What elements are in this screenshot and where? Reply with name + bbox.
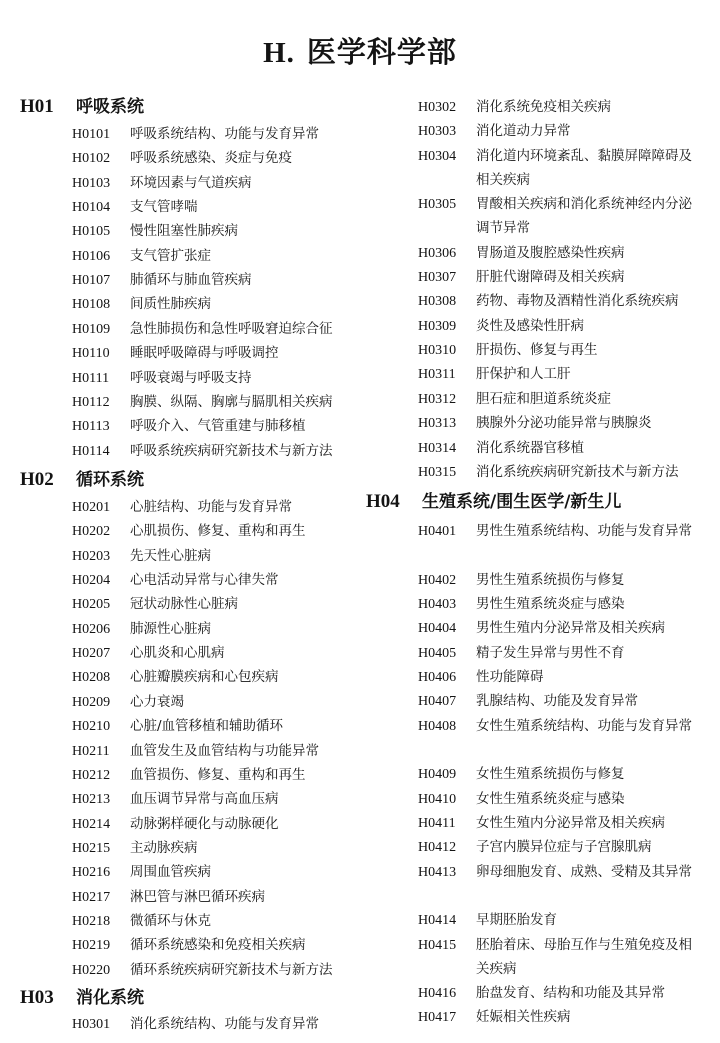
item-name: 冠状动脉性心脏病 (130, 596, 238, 612)
item-name: 早期胚胎发育 (476, 912, 557, 928)
item-code: H0207 (72, 646, 111, 661)
item-code: H0405 (418, 646, 457, 661)
item-name: 主动脉疾病 (130, 840, 198, 856)
item-code: H0205 (72, 597, 111, 612)
item-code: H0219 (72, 938, 111, 953)
item-name: 消化系统器官移植 (476, 440, 584, 456)
list-item (418, 192, 698, 240)
list-item (418, 519, 698, 544)
item-code: H0114 (72, 444, 110, 459)
item-name: 乳腺结构、功能及发育异常 (476, 693, 638, 709)
item-code: H0102 (72, 151, 111, 166)
list-item (72, 544, 211, 569)
item-code: H0112 (72, 395, 110, 410)
item-name: 呼吸系统结构、功能与发育异常 (130, 126, 319, 142)
section-name: 循环系统 (76, 470, 144, 490)
item-name: 男性生殖系统损伤与修复 (476, 572, 625, 588)
item-name: 心脏/血管移植和辅助循环 (130, 718, 284, 734)
section-heading (366, 489, 621, 514)
item-code: H0401 (418, 524, 457, 539)
list-item (72, 317, 333, 342)
list-item (418, 1005, 571, 1030)
item-name: 心肌损伤、修复、重构和再生 (130, 523, 306, 539)
list-item (418, 568, 625, 593)
item-name: 微循环与休克 (130, 913, 211, 929)
item-code: H0407 (418, 694, 457, 709)
item-code: H0416 (418, 986, 457, 1001)
section-heading (20, 985, 144, 1010)
list-item (72, 860, 211, 885)
list-item (418, 289, 679, 314)
item-code: H0411 (418, 816, 456, 831)
item-name: 周围血管疾病 (130, 864, 211, 880)
list-item (418, 314, 584, 339)
item-code: H0410 (418, 792, 457, 807)
item-name: 消化道内环境紊乱、黏膜屏障障碍及相关疾病 (476, 148, 692, 188)
item-code: H0301 (72, 1017, 111, 1032)
item-name: 心脏瓣膜疾病和心包疾病 (130, 669, 279, 685)
list-item (72, 439, 333, 464)
list-item (72, 366, 252, 391)
list-item (72, 714, 283, 739)
item-code: H0107 (72, 273, 111, 288)
item-code: H0103 (72, 176, 111, 191)
item-name: 循环系统感染和免疫相关疾病 (130, 937, 306, 953)
list-item (72, 592, 238, 617)
page-title-text: 医学科学部 (306, 35, 457, 69)
item-name: 呼吸系统疾病研究新技术与新方法 (130, 443, 333, 459)
item-code: H0314 (418, 441, 457, 456)
item-code: H0408 (418, 719, 457, 734)
item-code: H0106 (72, 249, 111, 264)
item-name: 精子发生异常与男性不育 (476, 645, 625, 661)
section-name: 生殖系统/围生医学/新生儿 (422, 492, 622, 512)
list-item (72, 219, 238, 244)
item-code: H0220 (72, 963, 111, 978)
item-name: 炎性及感染性肝病 (476, 318, 584, 334)
item-name: 支气管扩张症 (130, 248, 211, 264)
item-code: H0313 (418, 416, 457, 431)
list-item (72, 690, 184, 715)
list-item (418, 411, 652, 436)
item-code: H0201 (72, 500, 111, 515)
item-name: 血管发生及血管结构与功能异常 (130, 743, 319, 759)
item-name: 女性生殖内分泌异常及相关疾病 (476, 815, 665, 831)
list-item (418, 592, 625, 617)
item-name: 消化系统疾病研究新技术与新方法 (476, 464, 679, 480)
item-code: H0204 (72, 573, 111, 588)
list-item (72, 958, 333, 983)
item-name: 胆石症和胆道系统炎症 (476, 391, 611, 407)
list-item (72, 617, 211, 642)
item-name: 胎盘发育、结构和功能及其异常 (476, 985, 665, 1001)
list-item (72, 885, 265, 910)
item-code: H0105 (72, 224, 111, 239)
list-item (418, 714, 698, 739)
list-item (418, 95, 611, 120)
list-item (418, 811, 665, 836)
item-name: 淋巴管与淋巴循环疾病 (130, 889, 265, 905)
item-code: H0409 (418, 767, 457, 782)
list-item (72, 909, 211, 934)
item-name: 先天性心脏病 (130, 548, 211, 564)
item-code: H0306 (418, 246, 457, 261)
item-name: 心力衰竭 (130, 694, 184, 710)
section-name: 呼吸系统 (76, 97, 144, 117)
list-item (72, 171, 252, 196)
item-name: 循环系统疾病研究新技术与新方法 (130, 962, 333, 978)
item-name: 呼吸衰竭与呼吸支持 (130, 370, 252, 386)
item-code: H0211 (72, 744, 110, 759)
list-item (418, 338, 598, 363)
list-item (72, 244, 211, 269)
list-item (418, 860, 698, 885)
item-code: H0217 (72, 890, 111, 905)
item-code: H0212 (72, 768, 111, 783)
item-name: 血管损伤、修复、重构和再生 (130, 767, 306, 783)
item-code: H0402 (418, 573, 457, 588)
item-code: H0216 (72, 865, 111, 880)
list-item (72, 836, 198, 861)
item-name: 动脉粥样硬化与动脉硬化 (130, 816, 279, 832)
item-name: 消化系统结构、功能与发育异常 (130, 1016, 319, 1032)
item-name: 肝保护和人工肝 (476, 366, 571, 382)
item-name: 胃肠道及腹腔感染性疾病 (476, 245, 625, 261)
item-code: H0108 (72, 297, 111, 312)
item-code: H0414 (418, 913, 457, 928)
list-item (418, 144, 698, 192)
item-name: 卵母细胞发育、成熟、受精及其异常 (476, 864, 692, 880)
item-code: H0412 (418, 840, 457, 855)
section-name: 消化系统 (76, 988, 144, 1008)
list-item (72, 146, 292, 171)
list-item (418, 981, 665, 1006)
item-name: 急性肺损伤和急性呼吸窘迫综合征 (130, 321, 333, 337)
item-code: H0218 (72, 914, 111, 929)
item-name: 男性生殖内分泌异常及相关疾病 (476, 620, 665, 636)
item-code: H0113 (72, 419, 110, 434)
item-code: H0213 (72, 792, 111, 807)
item-name: 胃酸相关疾病和消化系统神经内分泌调节异常 (476, 196, 692, 236)
section-code: H04 (366, 491, 400, 512)
list-item (72, 390, 333, 415)
item-name: 男性生殖系统结构、功能与发育异常 (476, 523, 692, 539)
item-code: H0315 (418, 465, 457, 480)
item-name: 胸膜、纵隔、胸廓与膈肌相关疾病 (130, 394, 333, 410)
item-name: 呼吸介入、气管重建与肺移植 (130, 418, 306, 434)
item-name: 药物、毒物及酒精性消化系统疾病 (476, 293, 679, 309)
list-item (72, 519, 306, 544)
item-name: 女性生殖系统损伤与修复 (476, 766, 625, 782)
item-code: H0309 (418, 319, 457, 334)
list-item (418, 616, 665, 641)
list-item (72, 122, 319, 147)
item-code: H0210 (72, 719, 111, 734)
item-code: H0206 (72, 622, 111, 637)
item-code: H0303 (418, 124, 457, 139)
item-name: 支气管哮喘 (130, 199, 198, 215)
item-name: 环境因素与气道疾病 (130, 175, 252, 191)
item-name: 女性生殖系统结构、功能与发育异常 (476, 718, 692, 734)
page-title (0, 30, 720, 71)
item-code: H0203 (72, 549, 111, 564)
item-code: H0101 (72, 127, 111, 142)
section-heading (20, 94, 144, 119)
item-code: H0312 (418, 392, 457, 407)
item-code: H0302 (418, 100, 457, 115)
item-code: H0406 (418, 670, 457, 685)
section-code: H03 (20, 987, 54, 1008)
item-name: 女性生殖系统炎症与感染 (476, 791, 625, 807)
item-name: 肝脏代谢障碍及相关疾病 (476, 269, 625, 285)
item-code: H0104 (72, 200, 111, 215)
item-code: H0109 (72, 322, 111, 337)
list-item (72, 787, 279, 812)
item-name: 消化道动力异常 (476, 123, 571, 139)
item-code: H0307 (418, 270, 457, 285)
list-item (72, 739, 319, 764)
list-item (418, 933, 698, 981)
list-item (72, 414, 306, 439)
item-code: H0110 (72, 346, 110, 361)
item-code: H0404 (418, 621, 457, 636)
item-code: H0417 (418, 1010, 457, 1025)
item-code: H0214 (72, 817, 111, 832)
list-item (72, 195, 198, 220)
item-code: H0310 (418, 343, 457, 358)
section-code: H02 (20, 469, 54, 490)
list-item (72, 665, 279, 690)
item-name: 子宫内膜异位症与子宫腺肌病 (476, 839, 652, 855)
item-name: 间质性肺疾病 (130, 296, 211, 312)
item-name: 呼吸系统感染、炎症与免疫 (130, 150, 292, 166)
item-code: H0403 (418, 597, 457, 612)
list-item (418, 241, 625, 266)
item-name: 心脏结构、功能与发育异常 (130, 499, 292, 515)
list-item (418, 119, 571, 144)
item-name: 妊娠相关性疾病 (476, 1009, 571, 1025)
page-title-code: H. (263, 37, 295, 69)
item-code: H0415 (418, 938, 457, 953)
list-item (72, 933, 306, 958)
list-item (418, 908, 557, 933)
item-name: 肺循环与肺血管疾病 (130, 272, 252, 288)
list-item (72, 292, 211, 317)
list-item (418, 460, 679, 485)
item-name: 消化系统免疫相关疾病 (476, 99, 611, 115)
list-item (418, 787, 625, 812)
list-item (418, 265, 625, 290)
list-item (72, 812, 279, 837)
list-item (72, 495, 292, 520)
item-code: H0215 (72, 841, 111, 856)
item-name: 血压调节异常与高血压病 (130, 791, 279, 807)
list-item (418, 835, 652, 860)
list-item (418, 641, 625, 666)
list-item (72, 763, 306, 788)
list-item (418, 362, 571, 387)
item-name: 睡眠呼吸障碍与呼吸调控 (130, 345, 279, 361)
item-name: 心肌炎和心肌病 (130, 645, 225, 661)
item-code: H0202 (72, 524, 111, 539)
item-code: H0413 (418, 865, 457, 880)
item-name: 慢性阻塞性肺疾病 (130, 223, 238, 239)
list-item (72, 268, 252, 293)
list-item (72, 568, 279, 593)
item-code: H0311 (418, 367, 456, 382)
item-code: H0208 (72, 670, 111, 685)
list-item (418, 762, 625, 787)
item-name: 男性生殖系统炎症与感染 (476, 596, 625, 612)
item-code: H0209 (72, 695, 111, 710)
list-item (418, 665, 544, 690)
item-code: H0304 (418, 149, 457, 164)
item-name: 胰腺外分泌功能异常与胰腺炎 (476, 415, 652, 431)
item-name: 肺源性心脏病 (130, 621, 211, 637)
list-item (418, 436, 584, 461)
list-item (418, 387, 611, 412)
item-name: 性功能障碍 (476, 669, 544, 685)
list-item (72, 1012, 319, 1037)
section-heading (20, 467, 144, 492)
item-code: H0308 (418, 294, 457, 309)
item-code: H0111 (72, 371, 110, 386)
list-item (418, 689, 638, 714)
list-item (72, 641, 225, 666)
item-name: 胚胎着床、母胎互作与生殖免疫及相关疾病 (476, 937, 692, 977)
list-item (72, 341, 279, 366)
item-code: H0305 (418, 197, 457, 212)
item-name: 心电活动异常与心律失常 (130, 572, 279, 588)
item-name: 肝损伤、修复与再生 (476, 342, 598, 358)
section-code: H01 (20, 96, 54, 117)
